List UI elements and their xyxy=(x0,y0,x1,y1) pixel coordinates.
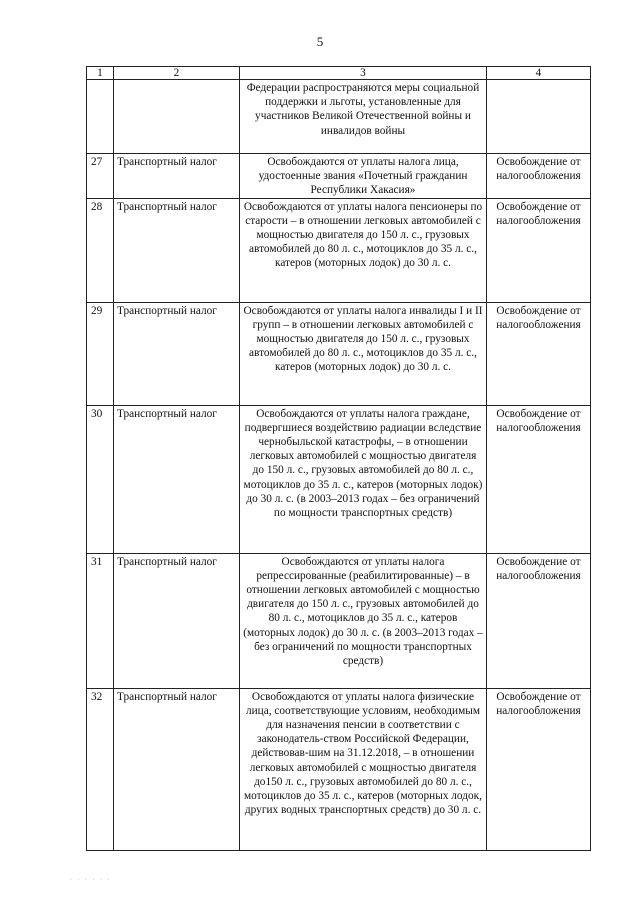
row-number: 32 xyxy=(87,688,114,850)
scan-artifact: · · · · · · xyxy=(70,877,112,883)
tax-name: Транспортный налог xyxy=(114,198,240,302)
continuation-row xyxy=(87,80,591,154)
tax-name: Транспортный налог xyxy=(114,302,240,405)
benefit-description: Освобождаются от уплаты налога физические лица, соответствующие условиям, необходимым для назначения пенсии в соответствии с законодатель-ством Российской Федерации, действовав-шим на 31.12.2018, – в отношении легковых автомобилей с мощностью двигателя до150 л. с., грузовых автомобилей до 80 л. с., мотоциклов до 35 л. с., катеров (моторных лодок, других водных транспортных средств) до 30 л. с. xyxy=(240,688,487,850)
benefit-description: Освобождаются от уплаты налога пенсионеры по старости – в отношении легковых автомобилей с мощностью двигателя до 150 л. с., грузовых автомобилей до 80 л. с., мотоциклов до 35 л. с., катеров (моторных лодок) до 30 л. с. xyxy=(240,198,487,302)
table-row xyxy=(87,302,591,405)
benefit-description: Освобождаются от уплаты налога инвалиды I и II групп – в отношении легковых автомобилей с мощностью двигателя до 150 л. с., грузовых автомобилей до 80 л. с., мотоциклов до 35 л. с., катеров (моторных лодок) до 30 л. с. xyxy=(240,302,487,405)
continuation-tax xyxy=(114,80,240,154)
benefit-type: Освобождение от налогообложения xyxy=(487,302,591,405)
benefit-type: Освобождение от налогообложения xyxy=(487,154,591,199)
row-number: 29 xyxy=(87,302,114,405)
tax-benefits-table-container xyxy=(86,66,591,851)
table-row xyxy=(87,553,591,688)
continuation-num xyxy=(87,80,114,154)
benefit-description: Освобождаются от уплаты налога граждане, подвергшиеся воздействию радиации вследствие чернобыльской катастрофы, – в отношении легковых автомобилей с мощностью двигателя до 150 л. с., грузовых автомобилей до 80 л. с., мотоциклов до 35 л. с., катеров (моторных лодок) до 30 л. с. (в 2003–2013 годах – без ограничений по мощности транспортных средств) xyxy=(240,405,487,553)
tax-name: Транспортный налог xyxy=(114,553,240,688)
table-row xyxy=(87,405,591,553)
header-col-1: 1 xyxy=(87,67,114,80)
header-col-3: 3 xyxy=(240,67,487,80)
row-number: 28 xyxy=(87,198,114,302)
table-row xyxy=(87,688,591,850)
benefit-description: Освобождаются от уплаты налога репрессированные (реабилитированные) – в отношении легковых автомобилей с мощностью двигателя до 150 л. с., грузовых автомобилей до 80 л. с., мотоциклов до 35 л. с., катеров (моторных лодок) до 30 л. с. (в 2003–2013 годах – без ограничений по мощности транспортных средств) xyxy=(240,553,487,688)
table-row xyxy=(87,198,591,302)
benefit-type: Освобождение от налогообложения xyxy=(487,198,591,302)
header-row xyxy=(87,67,591,80)
continuation-benefit xyxy=(487,80,591,154)
continuation-description: Федерации распространяются меры социальной поддержки и льготы, установленные для участников Великой Отечественной войны и инвалидов войны xyxy=(240,80,487,154)
tax-benefits-table xyxy=(86,66,591,851)
row-number: 31 xyxy=(87,553,114,688)
tax-name: Транспортный налог xyxy=(114,688,240,850)
row-number: 30 xyxy=(87,405,114,553)
benefit-type: Освобождение от налогообложения xyxy=(487,553,591,688)
table-row xyxy=(87,154,591,199)
benefit-type: Освобождение от налогообложения xyxy=(487,688,591,850)
page-number: 5 xyxy=(316,34,324,49)
row-number: 27 xyxy=(87,154,114,199)
tax-name: Транспортный налог xyxy=(114,405,240,553)
tax-name: Транспортный налог xyxy=(114,154,240,199)
benefit-description: Освобождаются от уплаты налога лица, удостоенные звания «Почетный гражданин Республики Хакасия» xyxy=(240,154,487,199)
benefit-type: Освобождение от налогообложения xyxy=(487,405,591,553)
header-col-4: 4 xyxy=(487,67,591,80)
header-col-2: 2 xyxy=(114,67,240,80)
